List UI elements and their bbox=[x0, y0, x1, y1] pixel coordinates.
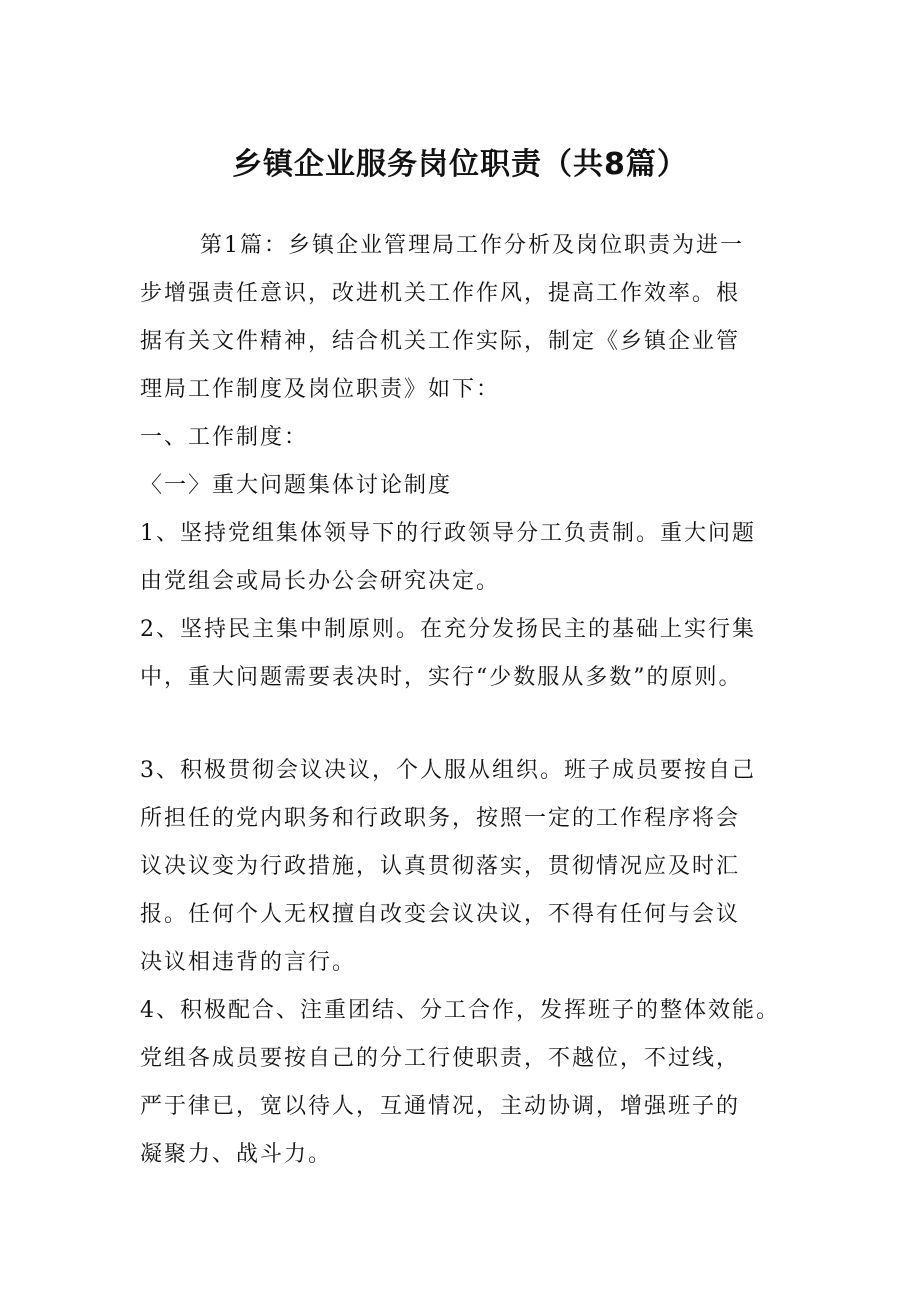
paragraph-line: 报。任何个人无权擅自改变会议决议，不得有任何与会议 bbox=[140, 902, 741, 927]
paragraph-line: 党组各成员要按自己的分工行使职责，不越位，不过线， bbox=[140, 1046, 741, 1071]
paragraph-line: 中，重大问题需要表决时，实行“少数服从多数”的原则。 bbox=[140, 665, 743, 690]
paragraph-line: 凝聚力、战斗力。 bbox=[140, 1142, 333, 1167]
paragraph-line: 议决议变为行政措施，认真贯彻落实，贯彻情况应及时汇 bbox=[140, 854, 741, 879]
paragraph-line: 步增强责任意识，改进机关工作作风，提高工作效率。根 bbox=[140, 281, 741, 306]
paragraph-line: 严于律已，宽以待人，互通情况，主动协调，增强班子的 bbox=[140, 1094, 741, 1119]
section-heading: 一、工作制度： bbox=[140, 425, 309, 450]
paragraph-line: 2、坚持民主集中制原则。在充分发扬民主的基础上实行集 bbox=[140, 617, 756, 642]
paragraph-line: 4、积极配合、注重团结、分工合作，发挥班子的整体效能。 bbox=[140, 998, 780, 1023]
paragraph-line: 理局工作制度及岗位职责》如下： bbox=[140, 377, 501, 402]
document-title: 乡镇企业服务岗位职责（共8篇） bbox=[232, 147, 688, 182]
paragraph-line: 由党组会或局长办公会研究决定。 bbox=[140, 569, 501, 594]
paragraph-line: 所担任的党内职务和行政职务，按照一定的工作程序将会 bbox=[140, 806, 741, 831]
paragraph-line: 1、坚持党组集体领导下的行政领导分工负责制。重大问题 bbox=[140, 521, 756, 546]
paragraph-line: 3、积极贯彻会议决议，个人服从组织。班子成员要按自己 bbox=[140, 758, 756, 783]
paragraph-line: 决议相违背的言行。 bbox=[140, 950, 357, 975]
paragraph-line: 第1篇：乡镇企业管理局工作分析及岗位职责为进一 bbox=[200, 233, 744, 258]
subsection-heading: 〈一〉重大问题集体讨论制度 bbox=[140, 473, 453, 498]
paragraph-line: 据有关文件精神，结合机关工作实际，制定《乡镇企业管 bbox=[140, 329, 741, 354]
document-body bbox=[140, 222, 790, 1179]
